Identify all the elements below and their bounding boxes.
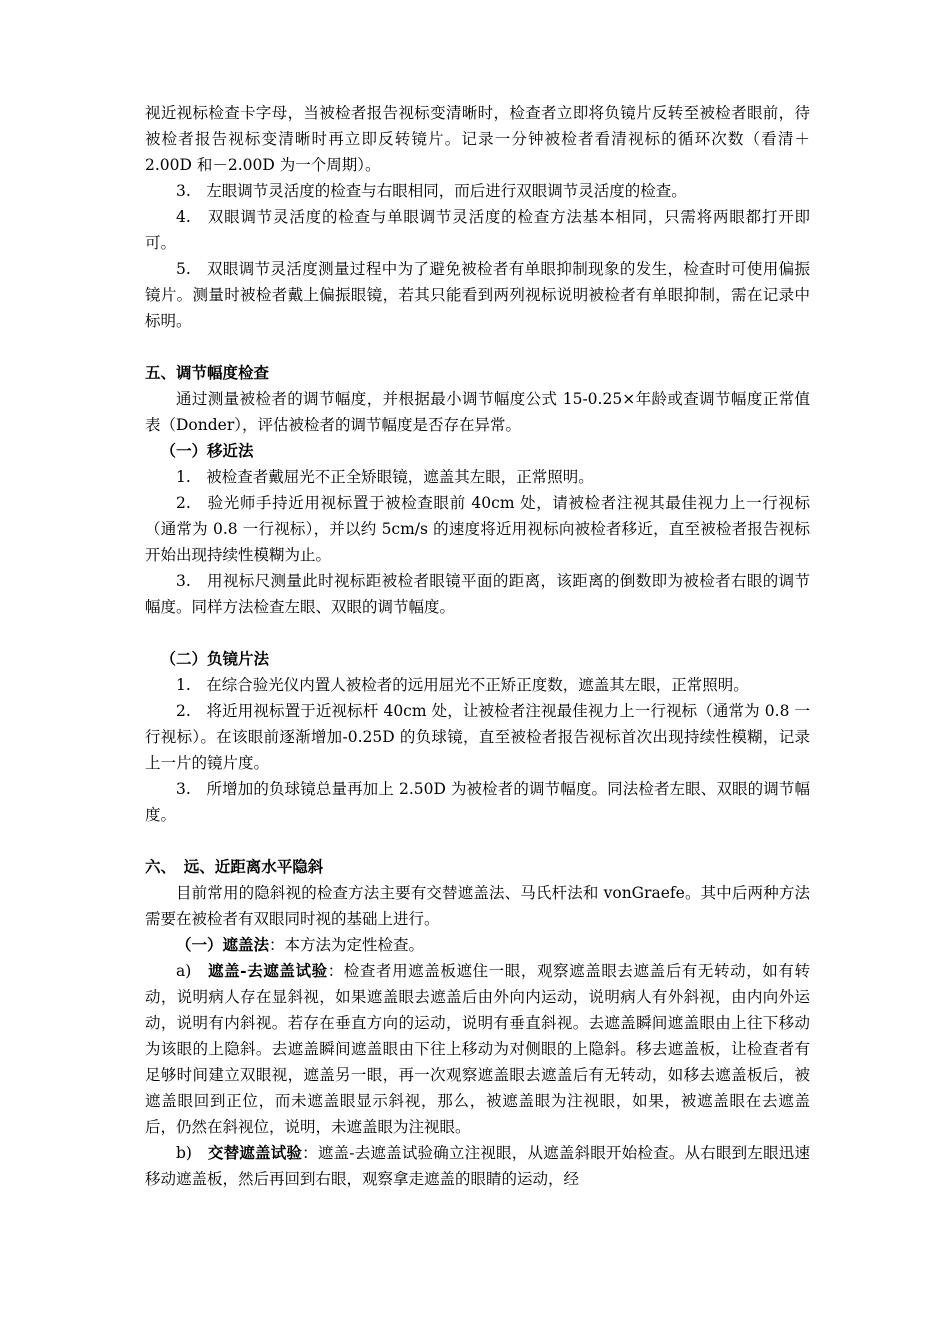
section-5-intro: 通过测量被检者的调节幅度，并根据最小调节幅度公式 15-0.25×年龄或查调节幅度正常值表（Donder），评估被检者的调节幅度是否存在异常。: [145, 390, 810, 434]
section-5-title: 五、调节幅度检查: [145, 363, 270, 382]
method-1-step-2: 2. 验光师手持近用视标置于被检查眼前 40cm 处，请被检者注视其最佳视力上一行视标（通常为 0.8 一行视标），并以约 5cm/s 的速度将近用视标向被检者移近，直至被检者报告视标开始出现持续性模糊为止。: [145, 494, 810, 564]
spacer: [145, 334, 810, 360]
intro-paragraph-1: 视近视标检查卡字母，当被检者报告视标变清晰时，检查者立即将负镜片反转至被检者眼前，待被检者报告视标变清晰时再立即反转镜片。记录一分钟被检者看清视标的循环次数（看清＋2.00D 和－2.00D 为一个周期）。: [145, 104, 810, 174]
alternate-cover-title: 交替遮盖试验: [207, 1143, 303, 1162]
intro-paragraph-3: 4. 双眼调节灵活度的检查与单眼调节灵活度的检查方法基本相同，只需将两眼都打开即可。: [145, 208, 810, 252]
document-page: [145, 100, 810, 1192]
alternate-cover-text: ：遮盖-去遮盖试验确立注视眼，从遮盖斜眼开始检查。从右眼到左眼迅速移动遮盖板，然后再回到右眼，观察拿走遮盖的眼睛的运动，经: [145, 1144, 810, 1188]
method-1-step-3: 3. 用视标尺测量此时视标距被检者眼镜平面的距离，该距离的倒数即为被检者右眼的调节幅度。同样方法检查左眼、双眼的调节幅度。: [145, 572, 810, 616]
spacer: [145, 828, 810, 854]
intro-paragraph-2: 3. 左眼调节灵活度的检查与右眼相同，而后进行双眼调节灵活度的检查。: [176, 182, 687, 200]
section-6-intro: 目前常用的隐斜视的检查方法主要有交替遮盖法、马氏杆法和 vonGraefe。其中后两种方法需要在被检者有双眼同时视的基础上进行。: [145, 884, 810, 928]
section-6-method-1-title: （一）遮盖法: [176, 935, 270, 954]
section-5-method-1-title: （一）移近法: [160, 441, 254, 460]
cover-uncover-title: 遮盖-去遮盖试验: [207, 961, 328, 980]
cover-uncover-text: ：检查者用遮盖板遮住一眼，观察遮盖眼去遮盖后有无转动，如有转动，说明病人存在显斜视，如果遮盖眼去遮盖后由外向内运动，说明病人有外斜视，由内向外运动，说明有内斜视。若存在垂直方向的运动，说明有垂直斜视。去遮盖瞬间遮盖眼由上往下移动为该眼的上隐斜。去遮盖瞬间遮盖眼由下往上移动为对侧眼的上隐斜。移去遮盖板，让检查者有足够时间建立双眼视，遮盖另一眼，再一次观察遮盖眼去遮盖后有无转动，如移去遮盖板后，被遮盖眼回到正位，而未遮盖眼显示斜视，那么，被遮盖眼为注视眼，如果，被遮盖眼在去遮盖后，仍然在斜视位，说明，未遮盖眼为注视眼。: [145, 962, 810, 1136]
method-2-step-3: 3. 所增加的负球镜总量再加上 2.50D 为被检者的调节幅度。同法检者左眼、双眼的调节幅度。: [145, 780, 810, 824]
section-6-title: 六、 远、近距离水平隐斜: [145, 857, 324, 876]
section-6-method-1: [145, 932, 810, 958]
method-2-step-2: 2. 将近用视标置于近视标杆 40cm 处，让被检者注视最佳视力上一行视标（通常为 0.8 一行视标）。在该眼前逐渐增加-0.25D 的负球镜，直至被检者报告视标首次出现持续性模糊，记录上一片的镜片度。: [145, 702, 810, 772]
method-2-step-1: 1. 在综合验光仪内置人被检者的远用屈光不正矫正度数，遮盖其左眼，正常照明。: [176, 676, 749, 694]
method-1-step-1: 1. 被检查者戴屈光不正全矫眼镜，遮盖其左眼，正常照明。: [176, 468, 594, 486]
intro-paragraph-4: 5. 双眼调节灵活度测量过程中为了避免被检者有单眼抑制现象的发生，检查时可使用偏振镜片。测量时被检者戴上偏振眼镜，若其只能看到两列视标说明被检者有单眼抑制，需在记录中标明。: [145, 260, 810, 330]
section-5-method-2-title: （二）负镜片法: [160, 649, 270, 668]
item-a-prefix: a): [176, 962, 208, 980]
cover-uncover-test: [145, 958, 810, 1140]
section-6-method-1-desc: ：本方法为定性检查。: [269, 936, 425, 954]
alternate-cover-test: [145, 1140, 810, 1192]
spacer: [145, 620, 810, 646]
item-b-prefix: b): [176, 1144, 208, 1162]
